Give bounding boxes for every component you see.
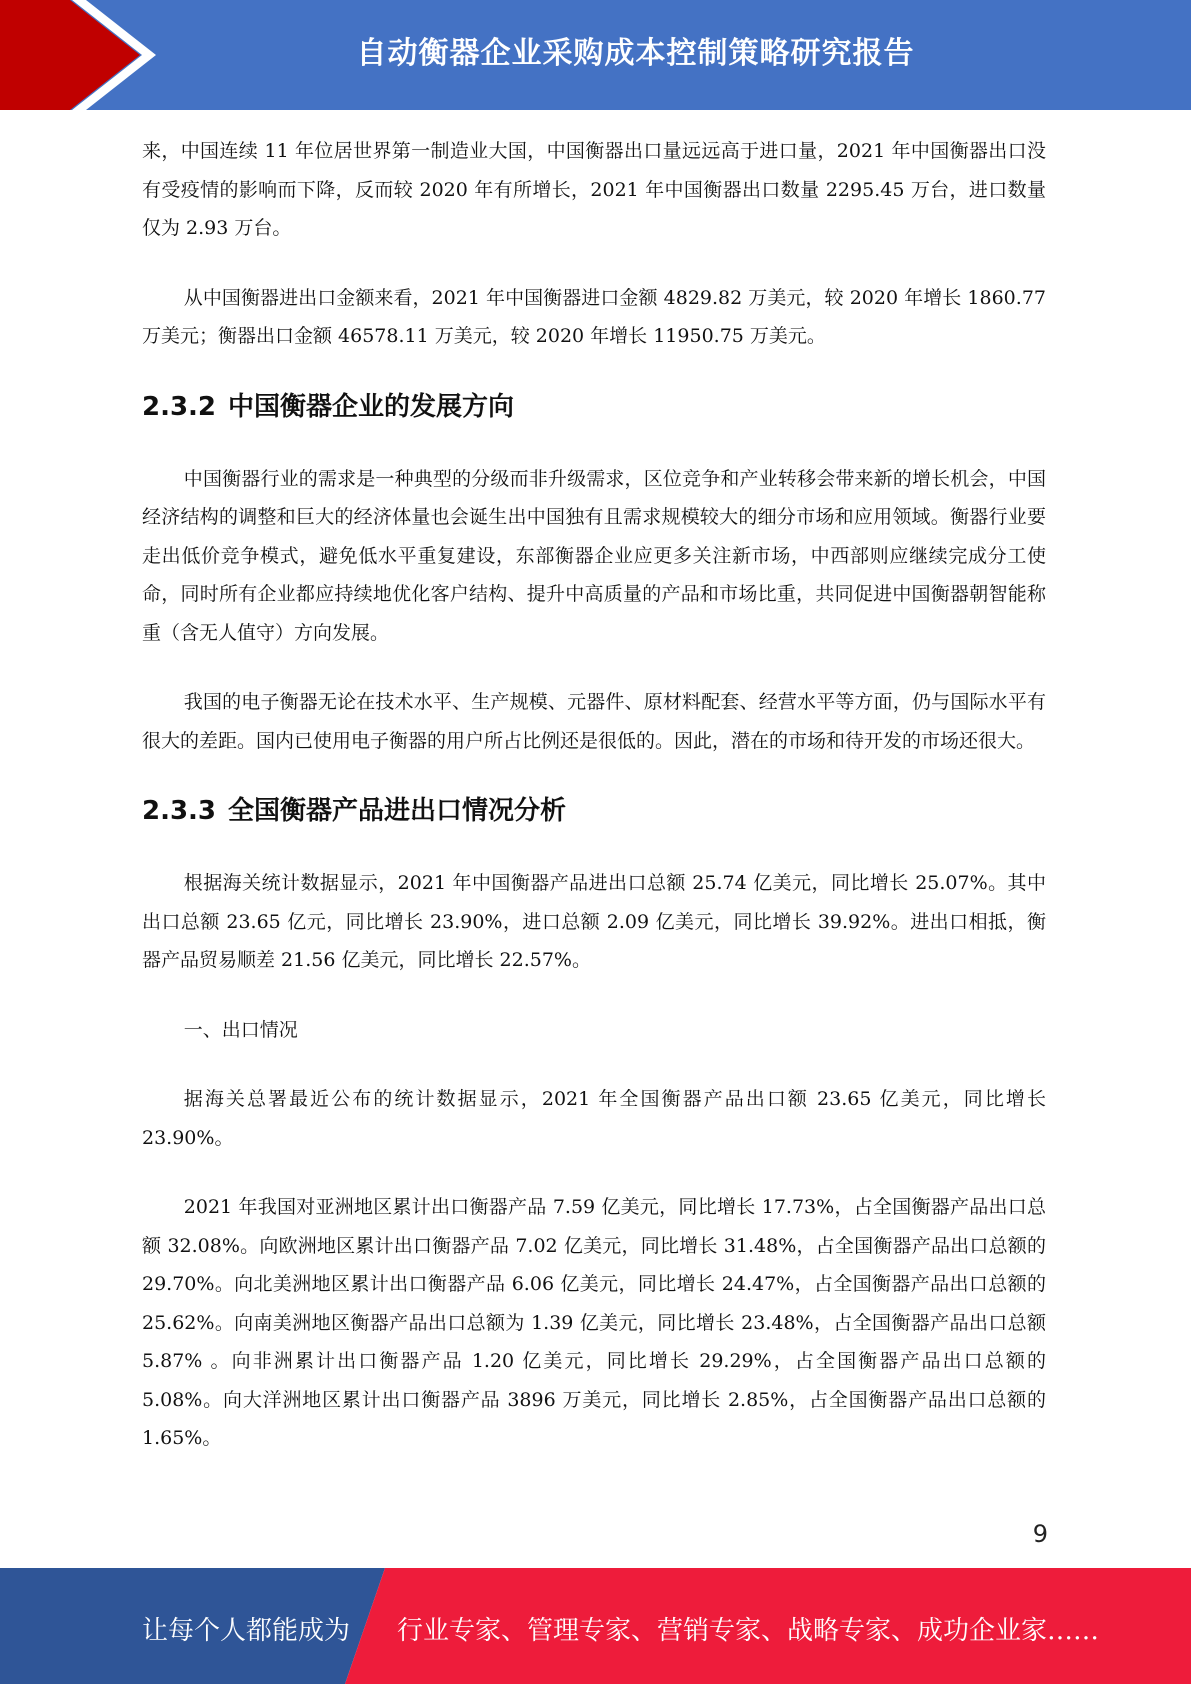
document-body — [142, 132, 1046, 1489]
paragraph: 中国衡器行业的需求是一种典型的分级而非升级需求，区位竞争和产业转移会带来新的增长机会，中国经济结构的调整和巨大的经济体量也会诞生出中国独有且需求规模较大的细分市场和应用领域。衡器行业要走出低价竞争模式，避免低水平重复建设，东部衡器企业应更多关注新市场，中西部则应继续完成分工使命，同时所有企业都应持续地优化客户结构、提升中高质量的产品和市场比重，共同促进中国衡器朝智能称重（含无人值守）方向发展。 — [142, 467, 1046, 644]
paragraph: 根据海关统计数据显示，2021 年中国衡器产品进出口总额 25.74 亿美元，同比增长 25.07%。其中出口总额 23.65 亿元，同比增长 23.90%，进口总额 2.09 亿美元，同比增长 39.92%。进出口相抵，衡器产品贸易顺差 21.56 亿美元，同比增长 22.57%。 — [142, 872, 1046, 971]
section-heading — [142, 791, 1046, 831]
section-heading — [142, 387, 1046, 427]
paragraph: 2021 年我国对亚洲地区累计出口衡器产品 7.59 亿美元，同比增长 17.73%，占全国衡器产品出口总额 32.08%。向欧洲地区累计出口衡器产品 7.02 亿美元，同比增长 31.48%，占全国衡器产品出口总额的 29.70%。向北美洲地区累计出口衡器产品 6.06 亿美元，同比增长 24.47%，占全国衡器产品出口总额的 25.62%。向南美洲地区衡器产品出口总额为 1.39 亿美元，同比增长 23.48%，占全国衡器产品出口总额 5.87% 。向非洲累计出口衡器产品 1.20 亿美元，同比增长 29.29%，占全国衡器产品出口总额的 5.08%。向大洋洲地区累计出口衡器产品 3896 万美元，同比增长 2.85%，占全国衡器产品出口总额的 1.65%。 — [142, 1196, 1046, 1449]
section-title: 全国衡器产品进出口情况分析 — [228, 796, 567, 826]
page-footer — [0, 1568, 1191, 1684]
paragraph: 来，中国连续 11 年位居世界第一制造业大国，中国衡器出口量远远高于进口量，2021 年中国衡器出口没有受疫情的影响而下降，反而较 2020 年有所增长，2021 年中国衡器出口数量 2295.45 万台，进口数量仅为 2.93 万台。 — [142, 140, 1046, 239]
paragraph: 我国的电子衡器无论在技术水平、生产规模、元器件、原材料配套、经营水平等方面，仍与国际水平有很大的差距。国内已使用电子衡器的用户所占比例还是很低的。因此，潜在的市场和待开发的市场还很大。 — [142, 691, 1046, 752]
page-header — [0, 0, 1191, 110]
paragraph: 从中国衡器进出口金额来看，2021 年中国衡器进口金额 4829.82 万美元，较 2020 年增长 1860.77 万美元；衡器出口金额 46578.11 万美元，较 2020 年增长 11950.75 万美元。 — [142, 286, 1046, 347]
paragraph: 据海关总署最近公布的统计数据显示，2021 年全国衡器产品出口额 23.65 亿美元，同比增长 23.90%。 — [142, 1088, 1046, 1149]
subsection-label: 一、出口情况 — [183, 1018, 298, 1041]
section-title: 中国衡器企业的发展方向 — [228, 391, 515, 422]
footer-slogan-left: 让每个人都能成为 — [142, 1616, 351, 1646]
report-title: 自动衡器企业采购成本控制策略研究报告 — [356, 36, 915, 71]
section-number: 2.3.3 — [142, 796, 217, 826]
footer-slogan-right: 行业专家、管理专家、营销专家、战略专家、成功企业家…… — [397, 1616, 1100, 1646]
section-number: 2.3.2 — [142, 391, 217, 422]
page-number: 9 — [1032, 1520, 1048, 1548]
